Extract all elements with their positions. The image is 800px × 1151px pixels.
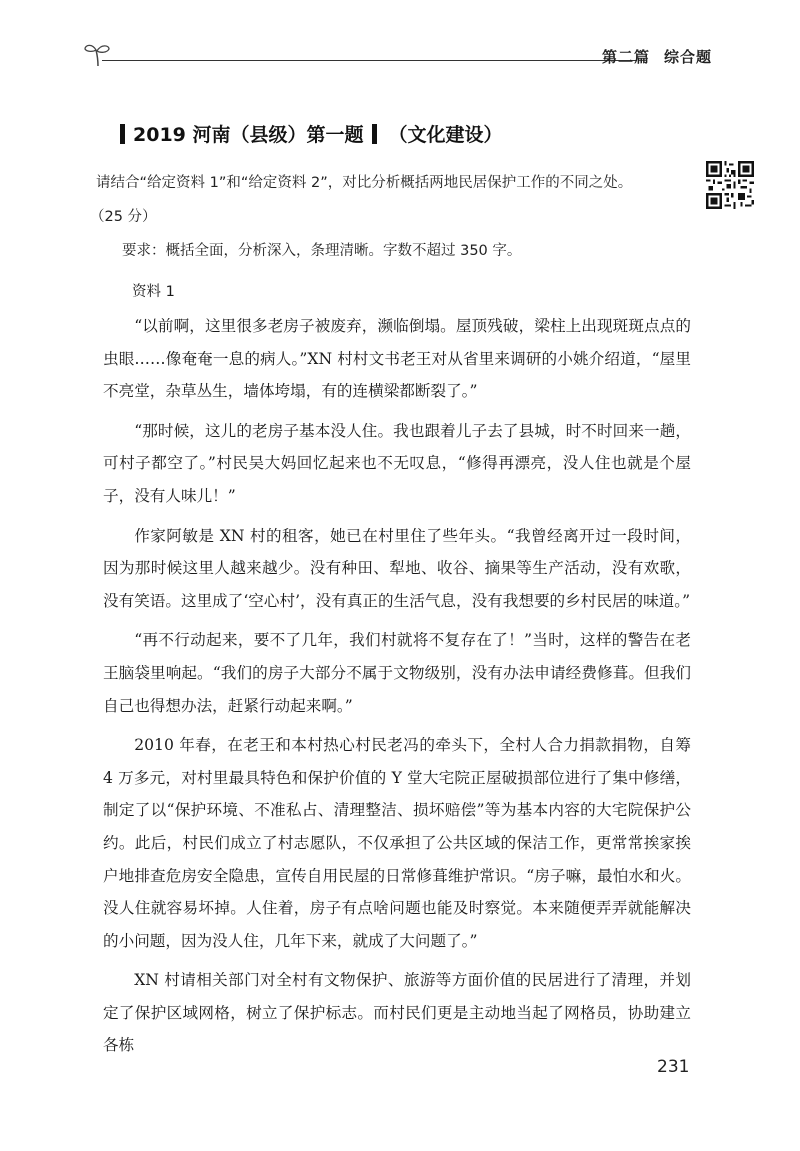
section-name: 综合题 [663, 48, 712, 66]
header-rule [102, 60, 637, 61]
material-paragraph: XN 村请相关部门对全村有文物保护、旅游等方面价值的民居进行了清理，并划定了保护区域网格，树立了保护标志。而村民们更是主动地当起了网格员，协助建立各栋 [103, 971, 691, 1055]
question-score: （25 分） [90, 209, 157, 225]
title-bar-right [372, 124, 377, 144]
material-paragraph: 2010 年春，在老王和本村热心村民老冯的牵头下，全村人合力捐款捐物，自筹 4 万多元，对村里最具特色和保护价值的 Y 堂大宅院正屋破损部位进行了集中修缮，制定了以“保护环境、不准私占、清理整洁、损坏赔偿”等为基本内容的大宅院保护公约。此后，村民们成立了村志愿队，不仅承担了公共区域的保洁工作，更常常挨家挨户地排查危房安全隐患，宣传自用民屋的日常修葺维护常识。“房子嘛，最怕水和火。没人住就容易坏掉。人住着，房子有点啥问题也能及时察觉。本来随便弄弄就能解决的小问题，因为没人住，几年下来，就成了大问题了。” [103, 736, 691, 950]
page-number: 231 [657, 1057, 690, 1077]
title-topic: （文化建设） [388, 124, 503, 146]
question-requirements: 要求：概括全面，分析深入，条理清晰。字数不超过 350 字。 [122, 243, 522, 259]
material-paragraph: 作家阿敏是 XN 村的租客，她已在村里住了些年头。“我曾经离开过一段时间，因为那时候这里人越来越少。没有种田、犁地、收谷、摘果等生产活动，没有欢歌，没有笑语。这里成了‘空心村’，没有真正的生活气息，没有我想要的乡村民居的味道。” [103, 526, 691, 610]
sprout-icon [82, 40, 114, 68]
question-prompt: 请结合“给定资料 1”和“给定资料 2”，对比分析概括两地民居保护工作的不同之处。 [96, 175, 633, 191]
qr-code[interactable] [706, 161, 754, 209]
material-text [103, 284, 691, 1069]
title-bar-left [120, 124, 125, 144]
material-paragraph: “以前啊，这里很多老房子被废弃，濒临倒塌。屋顶残破，梁柱上出现斑斑点点的虫眼……像奄奄一息的病人。”XN 村村文书老王对从省里来调研的小姚介绍道，“屋里不亮堂，杂草丛生，墙体垮塌，有的连横梁都断裂了。” [103, 317, 691, 401]
title-main: 2019 河南（县级）第一题 [133, 124, 364, 146]
material-paragraph: “再不行动起来，要不了几年，我们村就将不复存在了！”当时，这样的警告在老王脑袋里响起。“我们的房子大部分不属于文物级别，没有办法申请经费修葺。但我们自己也得想办法，赶紧行动起来啊。” [103, 631, 691, 715]
material-label: 资料 1 [132, 284, 175, 300]
section-label [602, 46, 712, 67]
material-paragraph: “那时候，这儿的老房子基本没人住。我也跟着儿子去了县城，时不时回来一趟，可村子都空了。”村民吴大妈回忆起来也不无叹息，“修得再漂亮，没人住也就是个屋子，没有人味儿！” [103, 421, 691, 505]
part-label: 第二篇 [601, 48, 650, 66]
question-title [120, 120, 503, 150]
running-header [82, 38, 712, 72]
